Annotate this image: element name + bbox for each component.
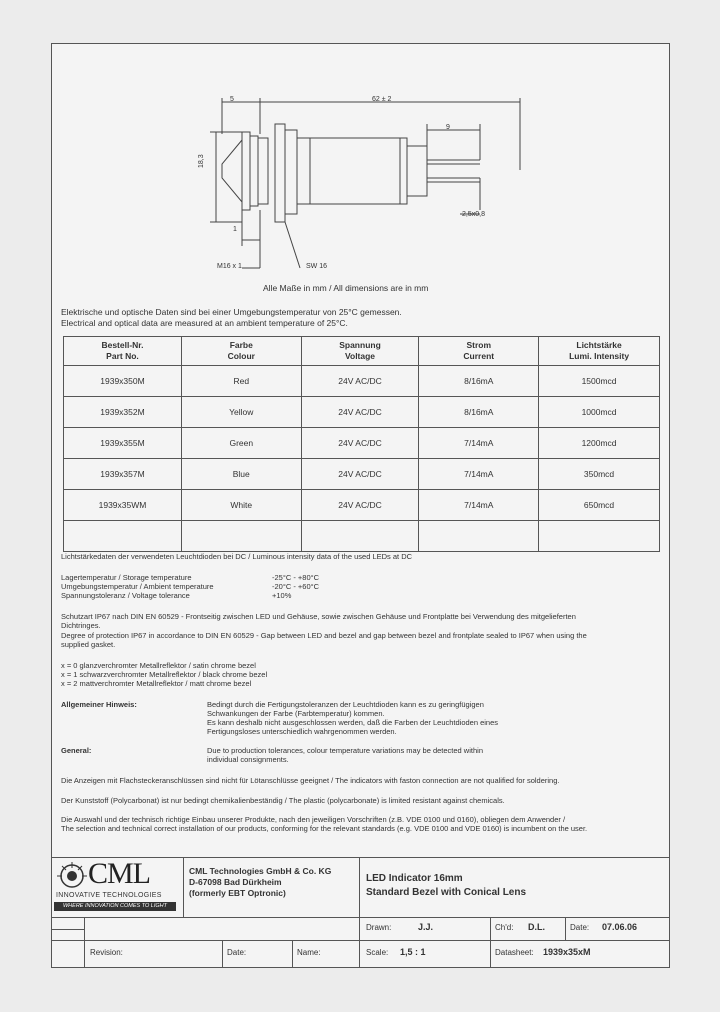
logo-text: CML [88,857,151,890]
cell-intensity: 1500mcd [539,366,660,397]
note-plastic: Der Kunststoff (Polycarbonat) ist nur bedingt chemikalienbeständig / The plastic (polycarbonate) is limited resistant against chemicals. [61,796,505,805]
cell-part: 1939x357M [64,459,182,490]
general-de-line: Fertigungsloses unterschiedlich wahrgenommen werden. [207,727,397,736]
header-voltage: Spannung Voltage [301,337,419,366]
datasheet-value: 1939x35xM [543,947,591,957]
table-row [64,428,660,459]
header-current: Strom Current [419,337,539,366]
spec-table [63,336,660,552]
conical-lens [222,140,242,202]
general-de-line: Bedingt durch die Fertigungstoleranzen der Leuchtdioden kann es zu geringfügigen [207,700,484,709]
cell-current: 7/14mA [419,490,539,521]
voltage-tol-label: Spannungstoleranz / Voltage tolerance [61,591,190,600]
header-part-no: Bestell-Nr. Part No. [64,337,182,366]
dim-1: 1 [233,226,237,233]
nut-sw16 [275,124,285,222]
housing-body [297,138,407,204]
storage-temp-label: Lagertemperatur / Storage temperature [61,573,192,582]
cml-logo-icon [56,862,88,890]
logo-tagline: WHERE INNOVATION COMES TO LIGHT [54,902,176,911]
intro-de: Elektrische und optische Daten sind bei einer Umgebungstemperatur von 25°C gemessen. [61,307,402,317]
general-de-line: Schwankungen der Farbe (Farbtemperatur) kommen. [207,709,385,718]
company-address: D-67098 Bad Dürkheim [189,877,282,887]
bezel-front [242,132,250,210]
checked-label: Ch'd: [495,923,514,932]
dim-pin: 2,5x0,8 [462,211,485,218]
intensity-note: Lichtstärkedaten der verwendeten Leuchtdioden bei DC / Luminous intensity data of the used LEDs at DC [61,552,413,561]
dim-9: 9 [446,124,450,131]
cell-voltage: 24V AC/DC [301,459,419,490]
variant-item: x = 1 schwarzverchromter Metallreflektor / black chrome bezel [61,670,268,679]
dim-62: 62 ± 2 [372,96,392,103]
cell-current: 8/16mA [419,366,539,397]
intro-en: Electrical and optical data are measured at an ambient temperature of 25°C. [61,318,348,328]
cell-colour: Blue [181,459,301,490]
cell-current: 7/14mA [419,428,539,459]
ambient-temp-value: -20°C - +60°C [272,582,320,591]
voltage-tol-value: +10% [272,591,292,600]
table-row [64,459,660,490]
company-former: (formerly EBT Optronic) [189,888,286,898]
revision-name-label: Name: [297,948,321,957]
cell-intensity: 1000mcd [539,397,660,428]
dim-18-3: 18,3 [198,154,205,168]
checked-value: D.L. [528,922,545,932]
cell-intensity: 650mcd [539,490,660,521]
storage-temp-value: -25°C - +80°C [272,573,320,582]
logo-subtitle: INNOVATIVE TECHNOLOGIES [56,892,162,899]
note-selection-de: Die Auswahl und der technisch richtige Einbau unserer Produkte, nach den jeweiligen Vorschriften (z.B. VDE 0100 und 0160), obliegen dem Anwender / [61,815,566,824]
table-row [64,490,660,521]
cell-part: 1939x35WM [64,490,182,521]
cell-voltage: 24V AC/DC [301,366,419,397]
cell-voltage: 24V AC/DC [301,490,419,521]
table-row-empty [64,521,660,552]
general-en-label: General: [61,746,92,755]
cell-colour: White [181,490,301,521]
scale-value: 1,5 : 1 [400,947,426,957]
cell-part: 1939x355M [64,428,182,459]
cell-part: 1939x352M [64,397,182,428]
technical-drawing [180,90,540,280]
general-en-line: individual consignments. [207,755,289,764]
company-name: CML Technologies GmbH & Co. KG [189,866,332,876]
protection-en-2: supplied gasket. [61,640,116,649]
dimensions-note: Alle Maße in mm / All dimensions are in mm [263,283,429,293]
table-header-row [64,337,660,366]
cell-colour: Green [181,428,301,459]
note-selection-en: The selection and technical correct installation of our products, conforming for the relevant standards (e.g. VDE 0100 and VDE 0160) is incumbent on the user. [61,824,588,833]
cell-current: 8/16mA [419,397,539,428]
protection-en-1: Degree of protection IP67 in accordance to DIN EN 60529 - Gap between LED and bezel and gap between bezel and frontplate sealed to IP67 when using the [61,631,587,640]
cell-voltage: 24V AC/DC [301,397,419,428]
protection-de-2: Dichtringes. [61,621,101,630]
cell-colour: Yellow [181,397,301,428]
date-label: Date: [570,923,590,932]
product-title: LED Indicator 16mm [366,873,463,884]
ambient-temp-label: Umgebungstemperatur / Ambient temperature [61,582,214,591]
cell-current: 7/14mA [419,459,539,490]
note-faston: Die Anzeigen mit Flachsteckeranschlüssen sind nicht für Lötanschlüsse geeignet / The indicators with faston connection are not qualified for soldering. [61,776,560,785]
label-thread: M16 x 1 [217,263,242,270]
datasheet-label: Datasheet: [495,948,534,957]
revision-label: Revision: [90,948,123,957]
label-sw: SW 16 [306,263,328,270]
cell-intensity: 350mcd [539,459,660,490]
cell-part: 1939x350M [64,366,182,397]
variant-item: x = 0 glanzverchromter Metallreflektor / satin chrome bezel [61,661,256,670]
table-row [64,366,660,397]
scale-label: Scale: [366,948,389,957]
dim-5: 5 [230,96,234,103]
drawn-label: Drawn: [366,923,392,932]
header-intensity: Lichtstärke Lumi. Intensity [539,337,660,366]
cell-colour: Red [181,366,301,397]
date-value: 07.06.06 [602,922,638,932]
protection-de-1: Schutzart IP67 nach DIN EN 60529 - Frontseitig zwischen LED und Gehäuse, sowie zwischen Gehäuse und Frontplatte bei Verwendung des mitgelieferten [61,612,576,621]
cell-intensity: 1200mcd [539,428,660,459]
general-de-line: Es kann deshalb nicht ausgeschlossen werden, daß die Farben der Leuchtdioden eines [207,718,499,727]
cell-voltage: 24V AC/DC [301,428,419,459]
general-en-line: Due to production tolerances, colour temperature variations may be detected within [207,746,483,755]
revision-date-label: Date: [227,948,247,957]
variant-item: x = 2 mattverchromter Metallreflektor / matt chrome bezel [61,679,252,688]
product-subtitle: Standard Bezel with Conical Lens [366,887,527,898]
general-de-label: Allgemeiner Hinweis: [61,700,137,709]
table-row [64,397,660,428]
header-colour: Farbe Colour [181,337,301,366]
drawn-value: J.J. [418,922,434,932]
